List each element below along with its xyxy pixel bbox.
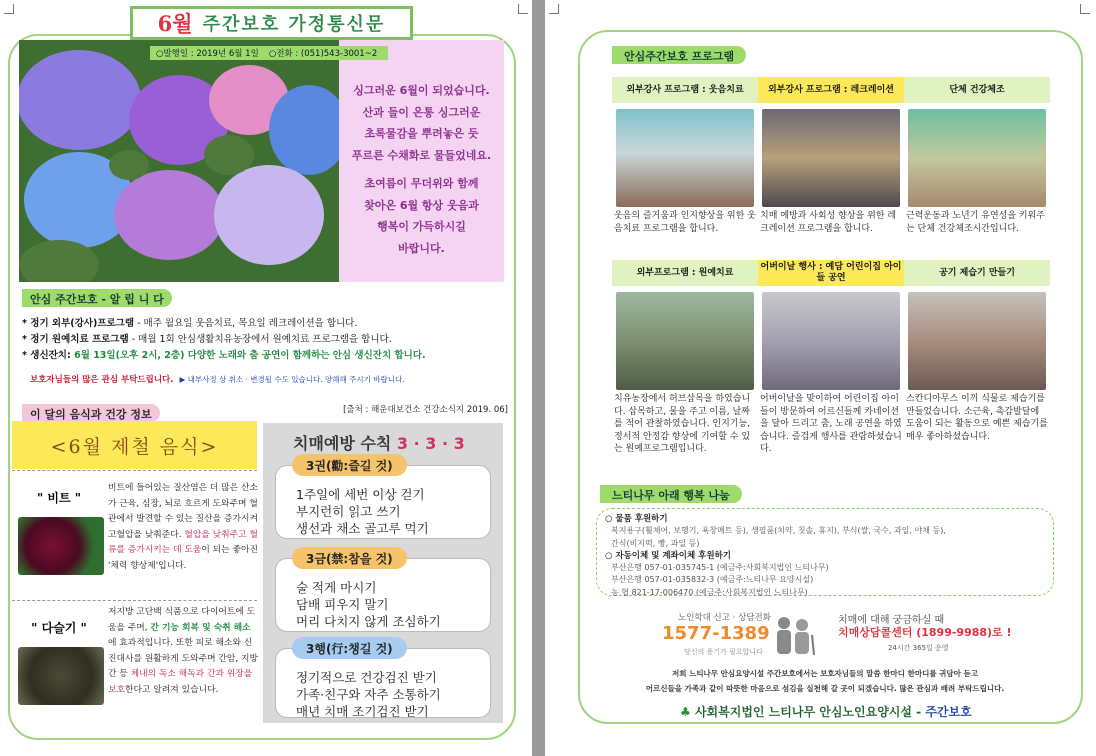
source-note: [출처 : 해운대보건소 건강소식지 2019. 06] bbox=[343, 405, 508, 415]
donation-line: 복지용구(휠체어, 보행기, 욕창매트 등), 생필품(치약, 칫솔, 휴지), 부식(쌀, 국수, 과일, 야채 등), bbox=[611, 526, 946, 536]
greeting-line: 싱그러운 6월이 되었습니다. bbox=[353, 84, 490, 97]
tree-logo-icon: ♣ bbox=[680, 705, 691, 719]
footer-line: 저희 느티나무 안심요양시설 주간보호에서는 보호자님들의 말씀 한마디 한마디를 귀담아 듣고 bbox=[671, 669, 979, 678]
abuse-number: 1577-1389 bbox=[662, 623, 770, 644]
snail-photo bbox=[18, 647, 104, 705]
greeting-line: 산과 들이 온통 싱그러운 bbox=[362, 105, 481, 119]
newsletter-title bbox=[130, 6, 413, 40]
dementia-tag: 3행(行:챙길 것) bbox=[292, 637, 407, 659]
dementia-rule: 정기적으로 건강검진 받기 bbox=[296, 670, 437, 685]
crop-mark bbox=[1080, 4, 1090, 14]
food-description: 저지방 고단백 식품으로 다이어트에 도움을 주며, 간 기능 회복 및 숙취 해소에 효과적입니다. 또한 피로 해소와 신진대사를 원활하게 도와주며 간암, 지방간 등 체내의 독소 해독과 간과 위장을 보호한다고 알려져 있습니다. bbox=[108, 607, 258, 695]
program-description: 근력운동과 노년기 유연성을 키워주는 단체 건강체조시간입니다. bbox=[906, 211, 1045, 234]
food-name: " 비트 " bbox=[36, 491, 82, 505]
dementia-rule: 매년 치매 조기검진 받기 bbox=[296, 704, 429, 719]
food-name: " 다슬기 " bbox=[31, 621, 87, 635]
notice-label: 안심 주간보호 - 알 립 니 다 bbox=[22, 289, 172, 307]
program-card bbox=[612, 260, 758, 456]
program-title: 어버이날 행사 : 예담 어린이집 아이들 공연 bbox=[758, 260, 904, 286]
beet-photo bbox=[18, 517, 104, 575]
greeting-line: 행복이 가득하시길 bbox=[377, 220, 466, 233]
dementia-tag: 3금(禁:참을 것) bbox=[292, 547, 407, 569]
greeting-line: 찾아온 6월 항상 웃음과 bbox=[364, 198, 479, 212]
crop-mark bbox=[4, 4, 14, 14]
dementia-question: 치매에 대해 궁금하실 때 bbox=[838, 615, 945, 626]
account-line: 부산은행 057-01-035832-3 (예금주:느티나무 요양시설) bbox=[611, 575, 814, 585]
title-month: 6월 bbox=[157, 11, 193, 36]
greeting-line: 바랍니다. bbox=[398, 241, 445, 255]
program-title: 단체 건강체조 bbox=[904, 77, 1050, 103]
crop-mark bbox=[518, 4, 528, 14]
greeting-panel bbox=[339, 40, 504, 282]
abuse-label: 노인학대 신고 · 상담전화 bbox=[678, 613, 771, 623]
notice-item: * 정기 외부(강사)프로그램 - 매주 월요일 웃음치료, 목요일 레크레이션을 합니다. bbox=[22, 318, 358, 329]
notice-list bbox=[22, 316, 502, 364]
food-label: 이 달의 음식과 건강 정보 bbox=[22, 404, 160, 422]
dementia-title: 치매예방 수칙 3 · 3 · 3 bbox=[293, 434, 465, 453]
request-note: 보호자님들의 많은 관심 부탁드립니다. ▶ 내부사정 상 취소 · 변경될 수도 있습니다. 양해해 주시기 바랍니다. bbox=[30, 375, 405, 385]
dementia-tag: 3권(勸:즐길 것) bbox=[292, 454, 407, 476]
program-title: 외부강사 프로그램 : 레크레이션 bbox=[758, 77, 904, 103]
program-title: 외부강사 프로그램 : 웃음치료 bbox=[612, 77, 758, 103]
footer-line: 어르신들을 가족과 같이 따뜻한 마음으로 섬김을 실천해 갈 곳이 되겠습니다. 많은 관심과 배려 부탁드립니다. bbox=[645, 684, 1005, 693]
food-row-beet bbox=[12, 470, 257, 600]
notice-item: * 생신잔치: 6월 13일(오후 2시, 2층) 다양한 노래와 춤 공연이 함께하는 안심 생신잔치 합니다. bbox=[22, 350, 426, 361]
greeting-line: 초록물감을 뿌려놓은 듯 bbox=[364, 127, 479, 140]
program-title: 공기 제습기 만들기 bbox=[904, 260, 1050, 286]
program-photo bbox=[616, 109, 754, 207]
programs-label: 안심주간보호 프로그램 bbox=[612, 46, 746, 64]
title-text: 주간보호 가정통신문 bbox=[202, 14, 386, 35]
hydrangea-photo bbox=[19, 40, 339, 282]
footer-message bbox=[596, 666, 1054, 696]
program-description: 웃음의 즐거움과 인지향상을 위한 웃음치료 프로그램을 합니다. bbox=[614, 211, 756, 234]
account-line: 농 협 821-17-006470 (예금주:사회복지법인 느티나무) bbox=[611, 587, 808, 597]
dementia-rule: 가족·친구와 자주 소통하기 bbox=[296, 687, 441, 702]
program-description: 치매 예방과 사회성 향상을 위한 레크레이션 프로그램을 합니다. bbox=[760, 211, 897, 234]
issue-date: ○발행일 : 2019년 6월 1일 bbox=[156, 49, 259, 59]
program-title: 외부프로그램 : 원예치료 bbox=[612, 260, 758, 286]
crop-mark bbox=[549, 4, 559, 14]
dementia-rule: 1주일에 세번 이상 걷기 bbox=[296, 487, 425, 502]
program-card bbox=[612, 77, 758, 235]
program-description: 스칸디아무스 이끼 식물로 제습기를 만들었습니다. 소근육, 촉감발달에 도움이 되는 활동으로 예쁜 제습기를 매우 좋아하셨습니다. bbox=[906, 394, 1048, 442]
elderly-couple-icon bbox=[768, 615, 818, 657]
dementia-rule: 부지런히 읽고 쓰기 bbox=[296, 504, 401, 519]
greeting-line: 푸르른 수채화로 물들었네요. bbox=[351, 148, 492, 162]
food-row-snail bbox=[12, 600, 257, 728]
abuse-subtext: 당신의 용기가 필요합니다 bbox=[684, 648, 763, 656]
dementia-rule: 담배 피우지 말기 bbox=[296, 597, 389, 612]
notice-item: * 정기 원예치료 프로그램 - 매월 1회 안심생활치유농장에서 원예치료 프로그램을 합니다. bbox=[22, 334, 392, 345]
dementia-box bbox=[263, 423, 503, 723]
happy-label: 느티나무 아래 행복 나눔 bbox=[600, 485, 742, 503]
contact-banner bbox=[660, 611, 1020, 661]
program-photo bbox=[762, 109, 900, 207]
organization-name: ♣ 사회복지법인 느티나무 안심노인요양시설 - 주간보호 bbox=[680, 705, 972, 719]
account-line: 부산은행 057-01-035745-1 (예금주:사회복지법인 느티나무) bbox=[611, 563, 829, 573]
program-photo bbox=[616, 292, 754, 390]
dementia-rule: 생선과 채소 골고루 먹기 bbox=[296, 521, 429, 536]
program-description: 어버이날을 맞이하여 어린이집 아이들이 방문하여 어르신들께 카네이션을 달아 드리고 춤, 노래 공연을 하였습니다. 즐겁게 행사를 관람하셨습니다. bbox=[760, 394, 902, 454]
program-card bbox=[758, 77, 904, 235]
program-photo bbox=[762, 292, 900, 390]
dementia-rule: 술 적게 마시기 bbox=[296, 580, 377, 595]
greeting-line: 초여름이 무더위와 함께 bbox=[364, 177, 479, 190]
donation-box bbox=[596, 508, 1054, 596]
dementia-subtext: 24시간 365일 운영 bbox=[888, 644, 949, 652]
donation-heading: ○ 자동이체 및 계좌이체 후원하기 bbox=[605, 550, 731, 561]
issue-info-bar bbox=[150, 46, 388, 60]
food-heading: <6월 제철 음식> bbox=[12, 421, 257, 469]
left-page bbox=[0, 0, 532, 756]
dementia-card bbox=[275, 551, 491, 632]
donation-heading: ○ 물품 후원하기 bbox=[605, 514, 668, 524]
dementia-card bbox=[275, 458, 491, 539]
food-description: 비트에 들어있는 질산염은 더 많은 산소가 근육, 심장, 뇌로 흐르게 도와주며 혈관에서 발견할 수 있는 질산을 증가시켜 고혈압을 낮춰준다. 혈압을 낮춰주고 혈류를 증가시키는 데 도움이 되는 좋아진 '체력 향상제'입니다. bbox=[108, 483, 258, 571]
dementia-center: 치매상담콜센터 (1899-9988)로 ! bbox=[838, 626, 1012, 639]
program-card bbox=[904, 260, 1050, 443]
program-photo bbox=[908, 292, 1046, 390]
program-description: 치유농장에서 허브삽목을 하였습니다. 삽목하고, 물을 주고 이름, 날짜를 적어 관찰하였습니다. 인지기능, 정서적 안정감 향상에 기여할 수 있는 원예프로그램입니다. bbox=[614, 394, 751, 454]
program-card bbox=[758, 260, 904, 456]
dementia-card bbox=[275, 641, 491, 719]
program-card bbox=[904, 77, 1050, 235]
phone-number: ○전화 : (051)543-3001~2 bbox=[268, 49, 378, 59]
dementia-rule: 머리 다치지 않게 조심하기 bbox=[296, 614, 441, 629]
donation-line: 간식(비지떡, 빵, 과일 등) bbox=[611, 538, 700, 548]
program-photo bbox=[908, 109, 1046, 207]
